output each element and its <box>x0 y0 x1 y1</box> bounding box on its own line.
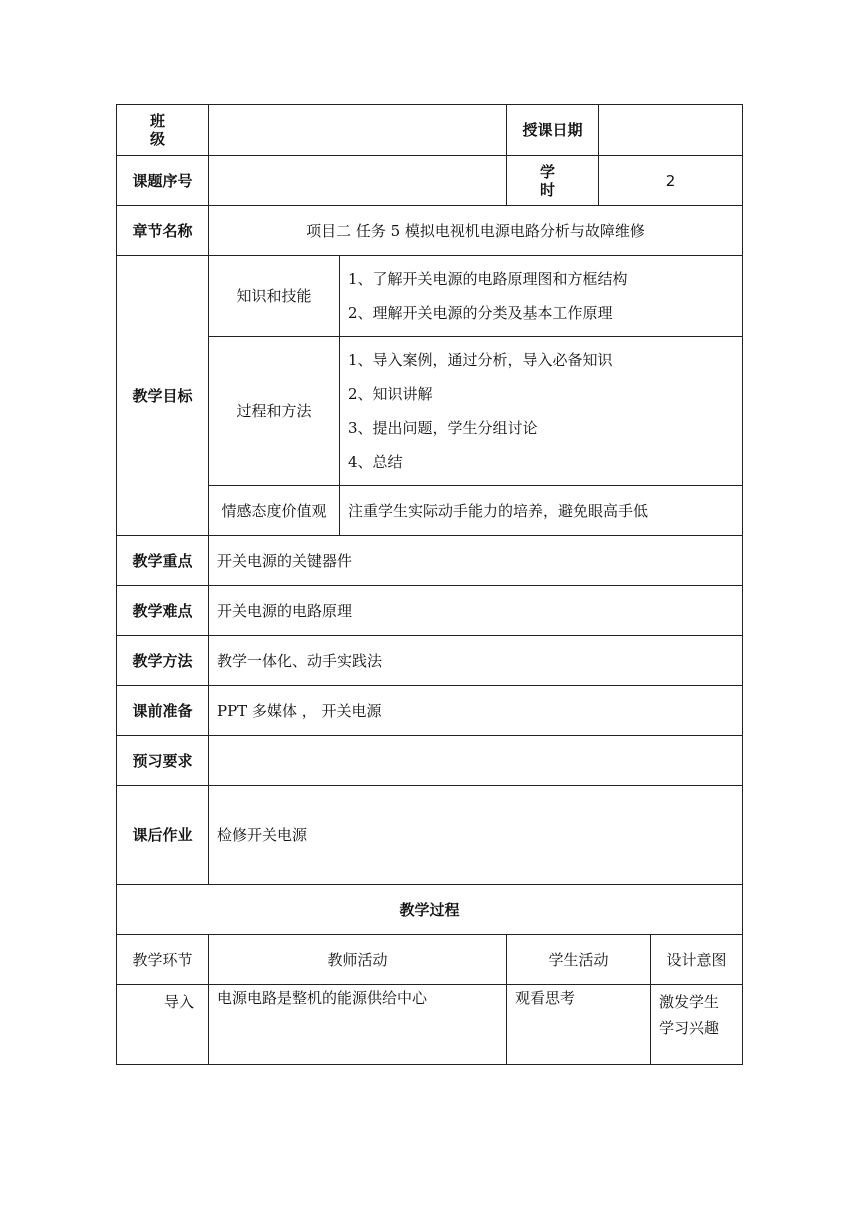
process-item: 2、知识讲解 <box>348 385 433 403</box>
row-preview <box>117 736 743 786</box>
hours-label: 学时 <box>507 156 599 206</box>
chapter-label: 章节名称 <box>117 206 209 256</box>
lesson-plan-table <box>116 104 743 1065</box>
process-method-label: 过程和方法 <box>209 337 340 486</box>
knowledge-label: 知识和技能 <box>209 256 340 337</box>
emotion-value: 注重学生实际动手能力的培养，避免眼高手低 <box>340 486 743 536</box>
row-preparation <box>117 686 743 736</box>
row-objective-emotion <box>117 486 743 536</box>
process-header-row <box>117 935 743 985</box>
row-class-date <box>117 105 743 156</box>
student-activity-cell: 观看思考 <box>507 985 651 1065</box>
prep-label: 课前准备 <box>117 686 209 736</box>
row-chapter <box>117 206 743 256</box>
header-student: 学生活动 <box>507 935 651 985</box>
process-item: 4、总结 <box>348 453 403 471</box>
teacher-activity-cell: 电源电路是整机的能源供给中心 <box>209 985 507 1065</box>
row-key-points <box>117 536 743 586</box>
row-process-title <box>117 885 743 935</box>
date-label: 授课日期 <box>507 105 599 156</box>
row-objective-process <box>117 337 743 486</box>
knowledge-items <box>340 256 743 337</box>
process-item: 3、提出问题，学生分组讨论 <box>348 419 538 437</box>
process-title: 教学过程 <box>117 885 743 935</box>
topic-no-label: 课题序号 <box>117 156 209 206</box>
objectives-label: 教学目标 <box>117 256 209 536</box>
design-intent-cell <box>651 985 743 1065</box>
header-teacher: 教师活动 <box>209 935 507 985</box>
header-intent: 设计意图 <box>651 935 743 985</box>
method-value: 教学一体化、动手实践法 <box>209 636 743 686</box>
difficulty-value: 开关电源的电路原理 <box>209 586 743 636</box>
process-item: 1、导入案例，通过分析，导入必备知识 <box>348 351 613 369</box>
preview-label: 预习要求 <box>117 736 209 786</box>
emotion-label: 情感态度价值观 <box>209 486 340 536</box>
method-label: 教学方法 <box>117 636 209 686</box>
row-method <box>117 636 743 686</box>
date-value <box>599 105 743 156</box>
key-value: 开关电源的关键器件 <box>209 536 743 586</box>
row-difficulty <box>117 586 743 636</box>
class-value <box>209 105 507 156</box>
process-row <box>117 985 743 1065</box>
topic-no-value <box>209 156 507 206</box>
homework-value: 检修开关电源 <box>209 786 743 885</box>
prep-value: PPT 多媒体 ， 开关电源 <box>209 686 743 736</box>
header-stage: 教学环节 <box>117 935 209 985</box>
row-objective-knowledge <box>117 256 743 337</box>
preview-value <box>209 736 743 786</box>
knowledge-item: 1、了解开关电源的电路原理图和方框结构 <box>348 270 628 288</box>
hours-value: 2 <box>599 156 743 206</box>
chapter-value: 项目二 任务 5 模拟电视机电源电路分析与故障维修 <box>209 206 743 256</box>
homework-label: 课后作业 <box>117 786 209 885</box>
intent-line: 学习兴趣 <box>659 1019 720 1037</box>
class-label: 班级 <box>117 105 209 156</box>
key-label: 教学重点 <box>117 536 209 586</box>
process-items <box>340 337 743 486</box>
row-topic-hours <box>117 156 743 206</box>
difficulty-label: 教学难点 <box>117 586 209 636</box>
knowledge-item: 2、理解开关电源的分类及基本工作原理 <box>348 304 613 322</box>
stage-cell: 导入 <box>117 985 209 1065</box>
row-homework <box>117 786 743 885</box>
intent-line: 激发学生 <box>659 993 720 1011</box>
